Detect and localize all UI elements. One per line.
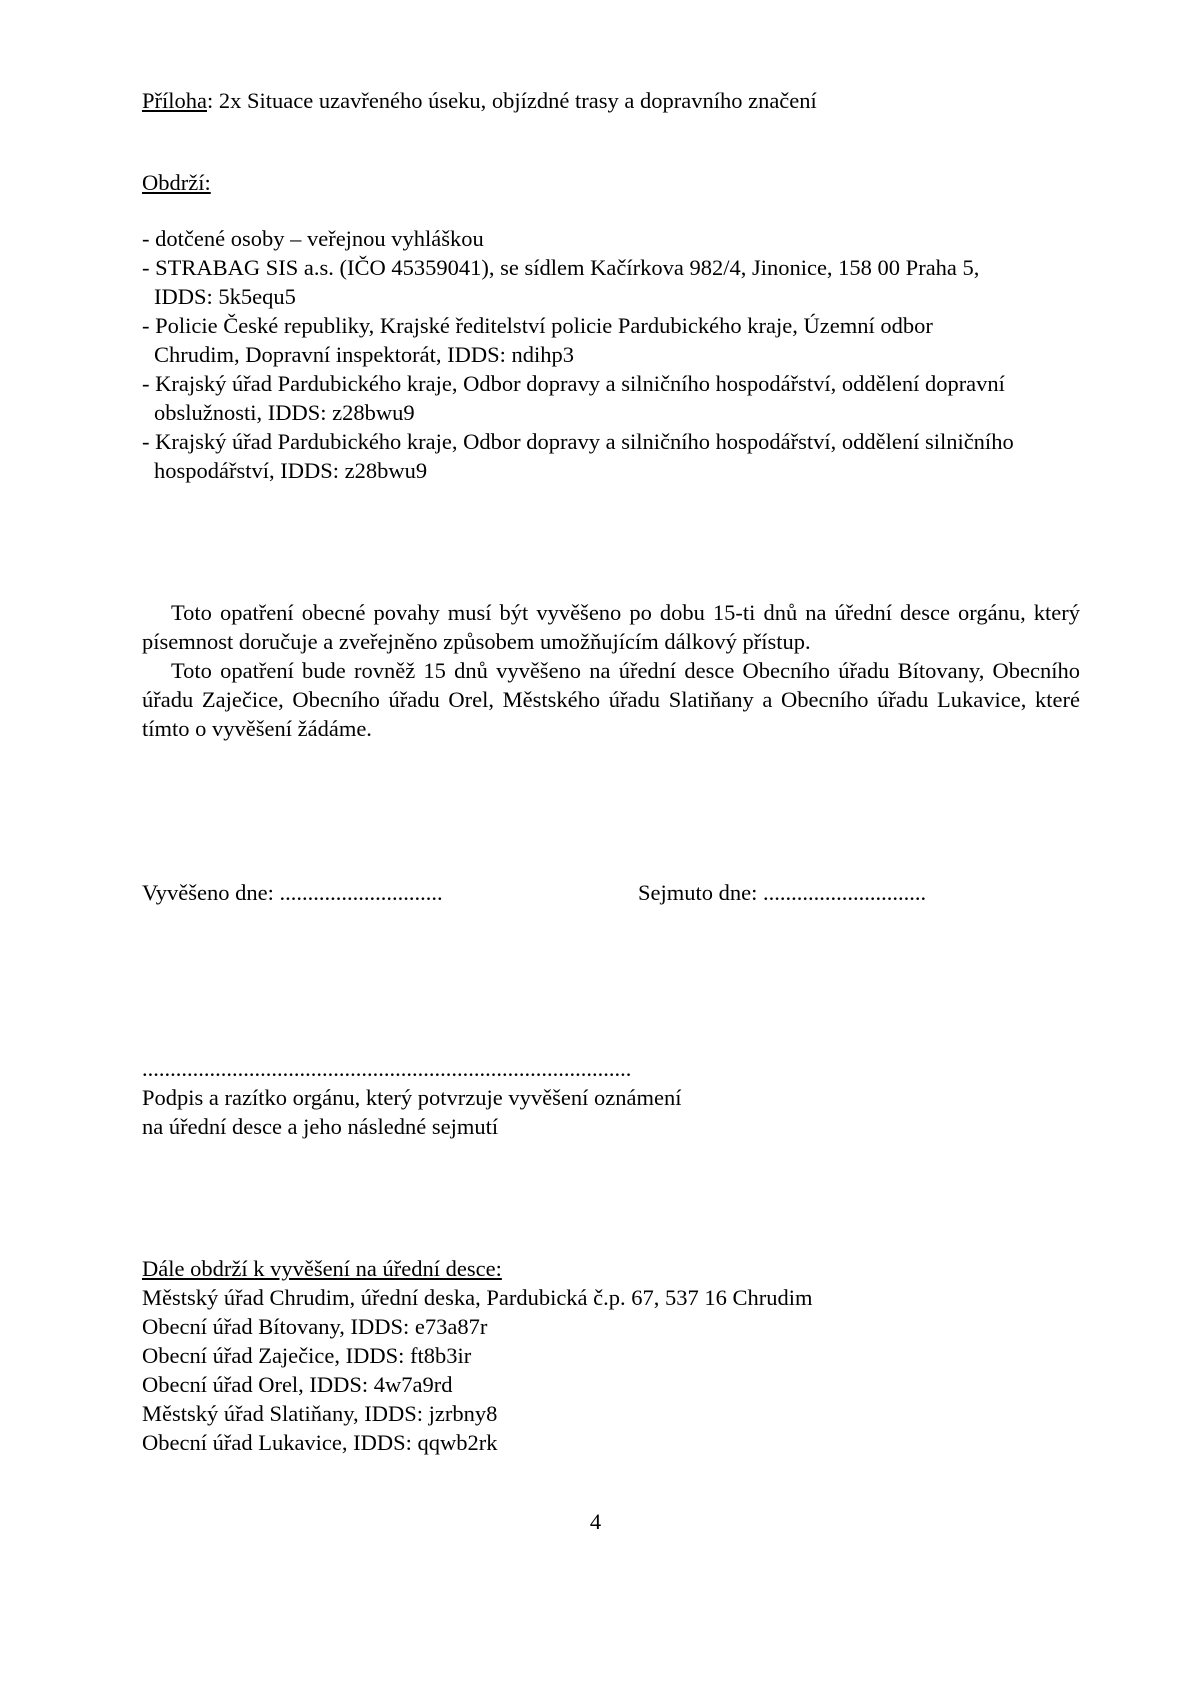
receives-item-2: - STRABAG SIS a.s. (IČO 45359041), se sídlem Kačírkova 982/4, Jinonice, 158 00 Praha 5,	[142, 255, 980, 280]
board-recipient-item: Obecní úřad Orel, IDDS: 4w7a9rd	[142, 1372, 453, 1397]
posted-date-line: Vyvěšeno dne: .............................	[142, 880, 443, 905]
receives-item-1: - dotčené osoby – veřejnou vyhláškou	[142, 226, 484, 251]
receives-list	[142, 224, 1014, 485]
page-number: 4	[589, 1509, 602, 1534]
receives-item-3: - Policie České republiky, Krajské ředitelství policie Pardubického kraje, Územní odbor	[142, 313, 933, 338]
board-recipients	[142, 1254, 813, 1457]
board-recipient-item: Městský úřad Chrudim, úřední deska, Pardubická č.p. 67, 537 16 Chrudim	[142, 1285, 813, 1310]
notice-paragraph-1: Toto opatření obecné povahy musí být vyvěšeno po dobu 15-ti dnů na úřední desce orgánu, který písemnost doručuje a zveřejněno způsobem umožňujícím dálkový přístup.	[142, 600, 1080, 654]
signature-block	[142, 1054, 681, 1141]
board-recipient-item: Městský úřad Slatiňany, IDDS: jzrbny8	[142, 1401, 498, 1426]
signature-dots: .......................................................................................	[142, 1056, 632, 1081]
receives-item-4: - Krajský úřad Pardubického kraje, Odbor dopravy a silničního hospodářství, oddělení dopravní	[142, 371, 1005, 396]
board-recipient-item: Obecní úřad Zaječice, IDDS: ft8b3ir	[142, 1343, 472, 1368]
attachment-label: Příloha	[142, 88, 207, 113]
signature-caption-2: na úřední desce a jeho následné sejmutí	[142, 1114, 499, 1139]
receives-item-2-cont: IDDS: 5k5equ5	[154, 284, 296, 309]
receives-item-5-cont: hospodářství, IDDS: z28bwu9	[154, 458, 428, 483]
board-recipients-heading: Dále obdrží k vyvěšení na úřední desce:	[142, 1256, 502, 1281]
attachment-line	[142, 86, 817, 115]
attachment-text: : 2x Situace uzavřeného úseku, objízdné trasy a dopravního značení	[207, 88, 817, 113]
notice-paragraph-2: Toto opatření bude rovněž 15 dnů vyvěšeno na úřední desce Obecního úřadu Bítovany, Obecního úřadu Zaječice, Obecního úřadu Orel, Městského úřadu Slatiňany a Obecního úřadu Lukavice, které tímto o vyvěšení žádáme.	[142, 658, 1080, 741]
signature-caption-1: Podpis a razítko orgánu, který potvrzuje vyvěšení oznámení	[142, 1085, 682, 1110]
removed-date-line: Sejmuto dne: .............................	[638, 880, 927, 905]
board-recipient-item: Obecní úřad Lukavice, IDDS: qqwb2rk	[142, 1430, 498, 1455]
receives-item-5: - Krajský úřad Pardubického kraje, Odbor dopravy a silničního hospodářství, oddělení silničního	[142, 429, 1014, 454]
receives-item-4-cont: obslužnosti, IDDS: z28bwu9	[154, 400, 415, 425]
board-recipient-item: Obecní úřad Bítovany, IDDS: e73a87r	[142, 1314, 488, 1339]
receives-item-3-cont: Chrudim, Dopravní inspektorát, IDDS: ndihp3	[154, 342, 574, 367]
receives-heading: Obdrží:	[142, 170, 211, 195]
